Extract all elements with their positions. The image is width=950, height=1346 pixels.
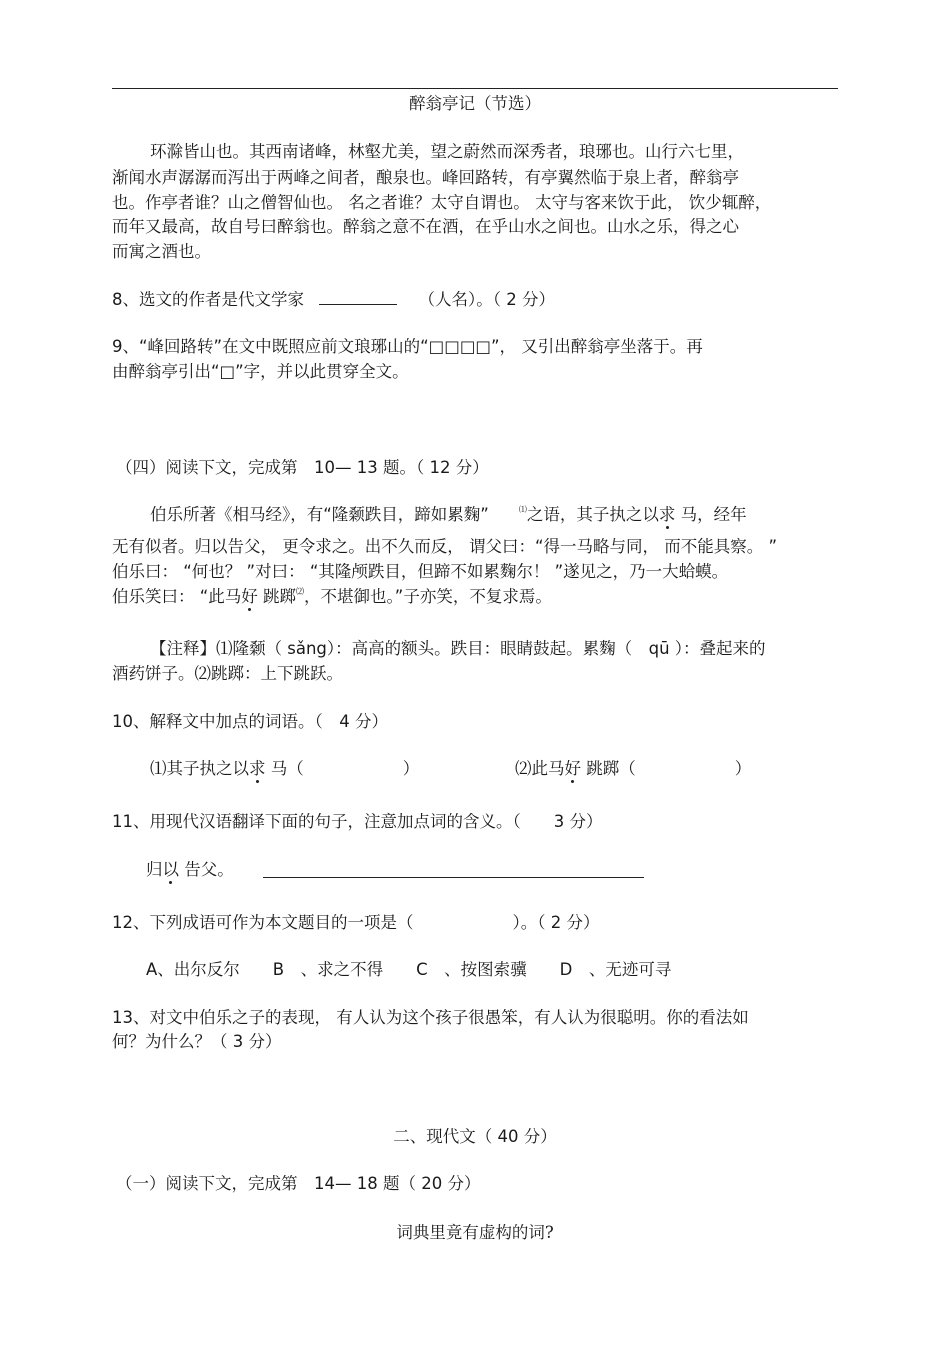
passage1-line: 渐闻水声潺潺而泻出于两峰之间者，酿泉也。峰回路转，有亭翼然临于泉上者，醉翁亭	[112, 168, 739, 187]
question-10-item-1	[150, 757, 419, 781]
passage2-text: 之语，其子执之以	[526, 505, 659, 524]
q8-stem: 8、选文的作者是代文学家	[112, 290, 304, 309]
dotted-word: 好	[564, 759, 581, 778]
q8-answer-blank[interactable]	[319, 290, 397, 305]
q11-answer-line[interactable]	[263, 877, 644, 878]
passage1-line: 而寓之酒也。	[112, 242, 211, 261]
dotted-word: 好	[241, 587, 258, 606]
question-11-stem: 11、用现代汉语翻译下面的句子，注意加点词的含义。（ 3 分）	[112, 812, 603, 831]
question-10-item-2	[515, 757, 751, 781]
dotted-word: 求	[658, 505, 676, 524]
passage1-line: 环滁皆山也。其西南诸峰，林壑尤美，望之蔚然而深秀者，琅琊也。山行六七里，	[150, 142, 744, 161]
passage2-line: 无有似者。归以告父， 更令求之。出不久而反， 谓父曰：“得一马略与同， 而不能具察。 ”	[112, 537, 778, 556]
passage2-line	[112, 585, 552, 612]
footnote-marker: ⑵	[296, 587, 305, 596]
question-12-stem: 12、下列成语可作为本文题目的一项是（ ）。（ 2 分）	[112, 913, 600, 932]
question-9-line: 由醉翁亭引出“□”字，并以此贯穿全文。	[112, 362, 409, 381]
passage2-line	[150, 503, 747, 530]
q8-suffix: （人名）。（ 2 分）	[418, 290, 555, 309]
question-10-stem: 10、解释文中加点的词语。（ 4 分）	[112, 712, 388, 731]
notes-line: 酒药饼子。⑵跳踯：上下跳跃。	[112, 664, 343, 683]
q10-item-text: ⑴其子执之以	[150, 759, 249, 778]
passage2-text: ，不堪御也。”子亦笑，不复求焉。	[304, 587, 552, 606]
q10-item-text: ⑵此马	[515, 759, 565, 778]
question-13-line: 13、对文中伯乐之子的表现， 有人认为这个孩子很愚笨，有人认为很聪明。你的看法如	[112, 1008, 749, 1027]
passage2-text: 伯乐所著《相马经》，有“隆颡跌目，蹄如累麴”	[150, 505, 489, 524]
footnote-marker: ⑴	[518, 505, 527, 514]
question-12-options: A、出尔反尔 B 、求之不得 C 、按图索骥 D 、无迹可寻	[146, 960, 672, 979]
article-subtitle: 词典里竟有虚构的词?	[396, 1223, 554, 1242]
q11-text: 归	[146, 860, 163, 879]
question-9-line: 9、“峰回路转”在文中既照应前文琅琊山的“□□□□”， 又引出醉翁亭坐落于。再	[112, 337, 703, 356]
q11-text: 告父。	[179, 860, 234, 879]
question-11-sentence	[146, 858, 234, 882]
passage1-line: 也。作亭者谁？山之僧智仙也。 名之者谁？太守自谓也。 太守与客来饮于此， 饮少辄醉，	[112, 193, 772, 212]
passage2-text: 马，经年	[675, 505, 747, 524]
q10-item-text: 马（ ）	[265, 759, 420, 778]
dotted-word: 以	[162, 860, 179, 879]
dotted-word: 求	[249, 759, 266, 778]
question-13-line: 何？为什么？（ 3 分）	[112, 1032, 282, 1051]
passage2-text: 跳踯	[257, 587, 297, 606]
q10-item-text: 跳踯（ ）	[581, 759, 752, 778]
notes-line: 【注释】⑴隆颡（ sǎng）：高高的额头。跌目：眼睛鼓起。累麴（ qū ）：叠起来的	[150, 639, 766, 658]
section-4-heading: （四）阅读下文，完成第 10— 13 题。（ 12 分）	[116, 458, 489, 477]
header-rule	[112, 88, 838, 89]
question-8	[112, 288, 555, 312]
section-sub1-heading: （一）阅读下文，完成第 14— 18 题（ 20 分）	[116, 1174, 481, 1193]
passage-title: 醉翁亭记（节选）	[409, 94, 541, 113]
passage2-text: 伯乐笑曰： “此马	[112, 587, 242, 606]
section-modern-heading: 二、现代文（ 40 分）	[393, 1127, 557, 1146]
passage1-line: 而年又最高，故自号曰醉翁也。醉翁之意不在酒，在乎山水之间也。山水之乐，得之心	[112, 217, 739, 236]
passage2-line: 伯乐曰： “何也？ ”对曰： “其隆颅跌目，但蹄不如累麴尔！ ”遂见之，乃一大蛤蟆。	[112, 562, 729, 581]
